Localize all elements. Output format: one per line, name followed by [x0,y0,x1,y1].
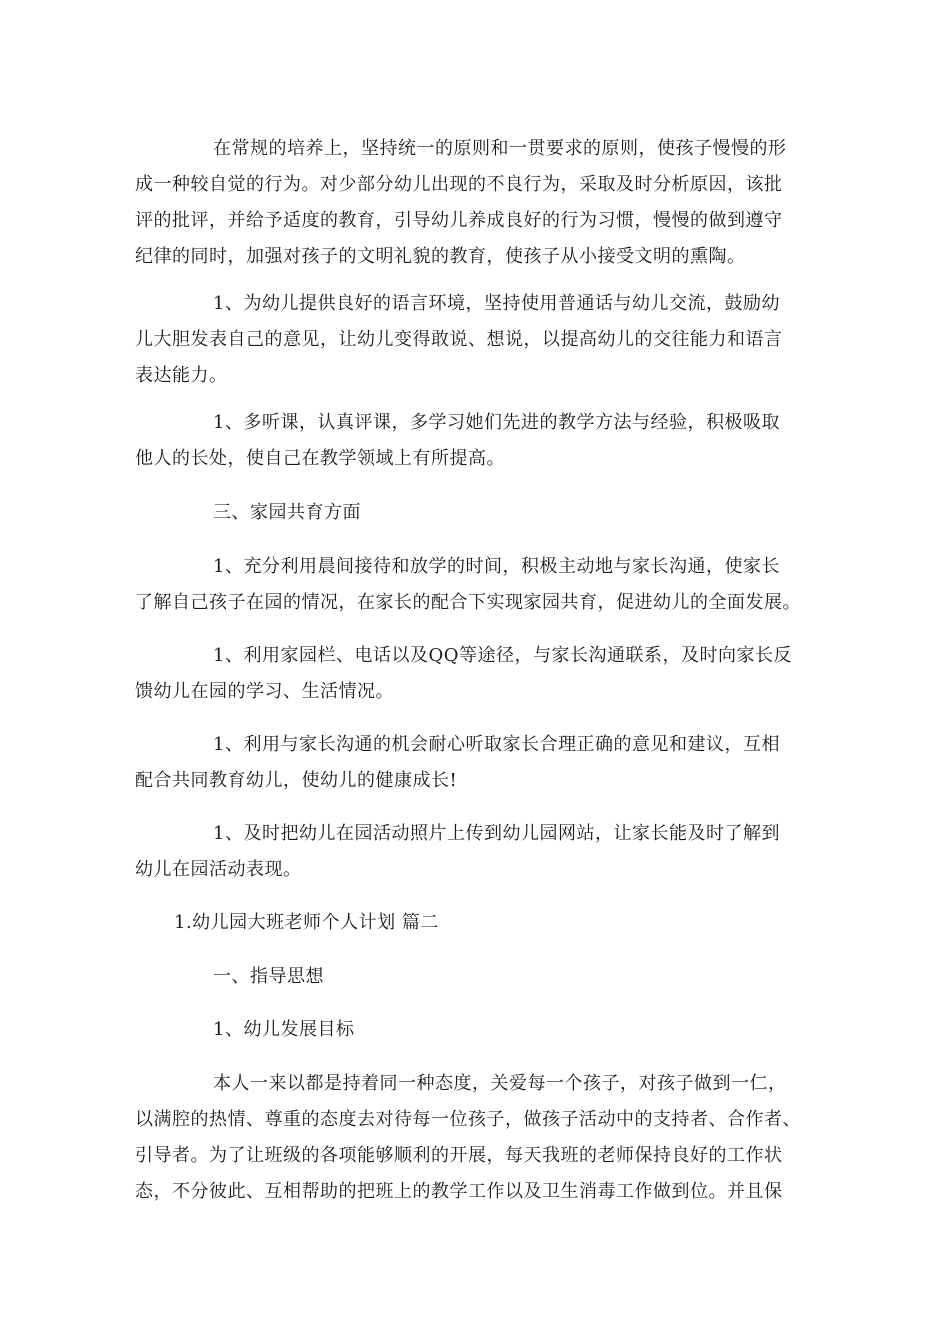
text-line: 以满腔的热情、尊重的态度去对待每一位孩子，做孩子活动中的支持者、合作者、 [135,1109,801,1130]
text-line: 幼儿在园活动表现。 [135,859,302,880]
text-line: 态，不分彼此、互相帮助的把班上的教学工作以及卫生消毒工作做到位。并且保 [135,1181,783,1202]
text-line: 1、多听课，认真评课，多学习她们先进的教学方法与经验，积极吸取 [213,412,780,433]
text-line: 1、利用家园栏、电话以及QQ等途径，与家长沟通联系，及时向家长反 [213,645,792,666]
text-line: 在常规的培养上，坚持统一的原则和一贯要求的原则，使孩子慢慢的形 [213,138,787,159]
text-line: 本人一来以都是持着同一种态度，关爱每一个孩子，对孩子做到一仁， [213,1073,787,1094]
text-line: 1、为幼儿提供良好的语言环境，坚持使用普通话与幼儿交流，鼓励幼 [213,293,780,314]
text-line: 配合共同教育幼儿，使幼儿的健康成长! [135,770,458,791]
text-line: 了解自己孩子在园的情况，在家长的配合下实现家园共育，促进幼儿的全面发展。 [135,592,801,613]
text-line: 纪律的同时，加强对孩子的文明礼貌的教育，使孩子从小接受文明的熏陶。 [135,246,746,267]
section-heading: 一、指导思想 [213,966,324,987]
text-line: 儿大胆发表自己的意见，让幼儿变得敢说、想说，以提高幼儿的交往能力和语言 [135,329,783,350]
text-line: 1、利用与家长沟通的机会耐心听取家长合理正确的意见和建议，互相 [213,734,780,755]
text-line: 表达能力。 [135,365,228,386]
text-line: 馈幼儿在园的学习、生活情况。 [135,681,394,702]
section-title: 1.幼儿园大班老师个人计划 篇二 [174,912,439,933]
text-line: 1、及时把幼儿在园活动照片上传到幼儿园网站，让家长能及时了解到 [213,823,780,844]
text-line: 成一种较自觉的行为。对少部分幼儿出现的不良行为，采取及时分析原因，该批 [135,174,783,195]
text-line: 他人的长处，使自己在教学领域上有所提高。 [135,448,505,469]
text-line: 评的批评，并给予适度的教育，引导幼儿养成良好的行为习惯，慢慢的做到遵守 [135,210,783,231]
text-line: 引导者。为了让班级的各项能够顺利的开展，每天我班的老师保持良好的工作状 [135,1145,783,1166]
text-line: 1、充分利用晨间接待和放学的时间，积极主动地与家长沟通，使家长 [213,556,780,577]
section-heading: 1、幼儿发展目标 [213,1019,355,1040]
section-heading: 三、家园共育方面 [213,502,361,523]
